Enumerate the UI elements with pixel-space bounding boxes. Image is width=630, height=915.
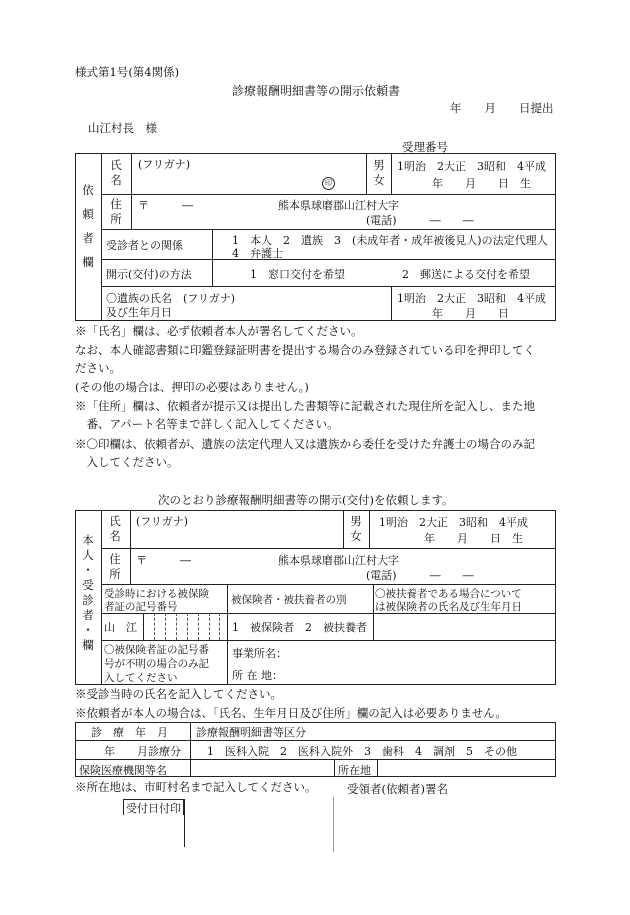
note-self-requester: ※依頼者が本人の場合は、「氏名、生年月日及び住所」欄の記入は必要ありません。 xyxy=(75,706,507,720)
insurance-number-label: 受診時における被保険 xyxy=(104,588,209,600)
dependent-info-field[interactable] xyxy=(377,614,553,639)
patient-name-label: 氏 名 xyxy=(109,514,121,543)
institution-location-label: 所在地 xyxy=(338,764,371,777)
requester-birth-date[interactable]: 年 月 日 生 xyxy=(432,177,531,190)
treatment-ym-label: 診 療 年 月 xyxy=(91,726,168,739)
institution-location-field[interactable] xyxy=(380,760,553,776)
patient-phone[interactable]: (電話) ― ― xyxy=(366,569,474,582)
requester-furigana-label: (フリガナ) xyxy=(138,158,191,171)
deceased-name-label: 〇遺族の氏名 (フリガナ) xyxy=(106,292,236,305)
requester-address[interactable]: 熊本県球磨郡山江村大字 xyxy=(278,199,399,212)
patient-address[interactable]: 熊本県球磨郡山江村大字 xyxy=(278,554,399,567)
patient-furigana-label: (フリガナ) xyxy=(136,515,189,528)
patient-section-label: 本 人 ・ 受 診 者 ・ 欄 xyxy=(82,533,94,652)
patient-birth-era[interactable]: 1明治 2大正 3昭和 4平成 xyxy=(379,516,528,529)
requester-address-label: 住 所 xyxy=(110,197,122,226)
treatment-category-options[interactable]: 1 医科入院 2 医科入院外 3 歯科 4 調剤 5 その他 xyxy=(207,745,517,758)
unknown-number-label-3: 入してください xyxy=(104,672,178,684)
unknown-number-label-2: 号が不明の場合のみ記 xyxy=(104,658,209,670)
patient-postal-code[interactable]: 〒 ― xyxy=(136,554,191,567)
insured-type-label: 被保険者・被扶養者の別 xyxy=(231,594,347,606)
delivery-mail-option[interactable]: 2 郵送による交付を希望 xyxy=(402,268,530,281)
note-location: ※所在地は、市町村名まで記入してください。 xyxy=(75,780,317,794)
insurance-number-field[interactable] xyxy=(144,613,227,640)
yamae-prefix: 山 江 xyxy=(104,621,137,634)
note-seal-cont: ださい。 xyxy=(75,361,121,375)
note-seal-other: (その他の場合は、押印の必要はありません。) xyxy=(75,380,309,394)
page-title: 診療報酬明細書等の開示依頼書 xyxy=(232,84,401,98)
dependent-info-label-cont: は被保険者の氏名及び生年月日 xyxy=(375,601,522,613)
note-name: ※「氏名」欄は、必ず依頼者本人が署名してください。 xyxy=(75,324,363,338)
recipient-signature-label: 受領者(依頼者)署名 xyxy=(347,782,448,796)
addressee: 山江村長 様 xyxy=(88,121,157,135)
request-sentence: 次のとおり診療報酬明細書等の開示(交付)を依頼します。 xyxy=(158,493,454,507)
submit-date[interactable]: 年 月 日提出 xyxy=(450,101,554,115)
note-circle: ※〇印欄は、依頼者が、遺族の法定代理人又は遺族から委任を受けた弁護士の場合のみ記 xyxy=(75,437,535,451)
insured-type-options[interactable]: 1 被保険者 2 被扶養者 xyxy=(232,621,367,634)
receipt-number-label: 受理番号 xyxy=(402,140,448,154)
patient-sex-field[interactable]: 男 女 xyxy=(350,514,362,543)
deceased-birth-label: 及び生年月日 xyxy=(106,306,172,319)
deceased-birth-date[interactable]: 年 月 日 xyxy=(432,307,509,320)
note-patient-name: ※受診当時の氏名を記入してください。 xyxy=(75,687,282,701)
requester-name-label: 氏 名 xyxy=(110,158,122,187)
treatment-ym-field[interactable]: 年 月診療分 xyxy=(104,745,181,758)
office-name-field[interactable]: 事業所名： xyxy=(232,647,287,660)
institution-name-field[interactable] xyxy=(194,760,332,776)
treatment-category-label: 診療報酬明細書等区分 xyxy=(196,726,306,739)
patient-birth-date[interactable]: 年 月 日 生 xyxy=(424,532,523,545)
patient-name-field[interactable] xyxy=(134,526,339,546)
relation-options-line1[interactable]: 1 本人 2 遺族 3 (未成年者・成年被後見人)の法定代理人 xyxy=(232,234,548,247)
requester-sex-field[interactable]: 男 女 xyxy=(373,158,385,187)
note-address-cont: 番、アパート名等まで詳しく記入してください。 xyxy=(75,417,339,431)
requester-section-label: 依 頼 者 欄 xyxy=(82,183,94,269)
unknown-number-label: 〇被保険者証の記号番 xyxy=(104,644,209,656)
patient-address-label: 住 所 xyxy=(109,552,121,581)
requester-birth-era[interactable]: 1明治 2大正 3昭和 4平成 xyxy=(397,160,546,173)
relation-label: 受診者との関係 xyxy=(106,239,183,252)
delivery-method-label: 開示(交付)の方法 xyxy=(106,268,192,281)
note-circle-cont: 入してください。 xyxy=(75,455,179,469)
delivery-counter-option[interactable]: 1 窓口交付を希望 xyxy=(250,268,345,281)
note-seal: なお、本人確認書類に印鑑登録証明書を提出する場合のみ登録されている印を押印してく xyxy=(75,343,535,357)
deceased-birth-era[interactable]: 1明治 2大正 3昭和 4平成 xyxy=(397,292,546,305)
requester-postal-code[interactable]: 〒 ― xyxy=(138,199,193,212)
note-address: ※「住所」欄は、依頼者が提示又は提出した書類等に記載された現住所を記入し、また地 xyxy=(75,399,535,413)
office-address-field[interactable]: 所 在 地： xyxy=(232,669,283,682)
insurance-number-label-cont: 者証の記号番号 xyxy=(104,601,178,613)
dependent-info-label: 〇被扶養者である場合について xyxy=(375,588,522,600)
requester-phone[interactable]: (電話) ― ― xyxy=(366,214,474,227)
form-number: 様式第1号(第4関係) xyxy=(75,65,180,79)
institution-name-label: 保険医療機関等名 xyxy=(79,764,167,777)
seal-mark: 印 xyxy=(322,177,335,190)
receipt-stamp-label: 受付日付印 xyxy=(126,802,181,815)
relation-options-line2[interactable]: 4 弁護士 xyxy=(232,247,283,260)
